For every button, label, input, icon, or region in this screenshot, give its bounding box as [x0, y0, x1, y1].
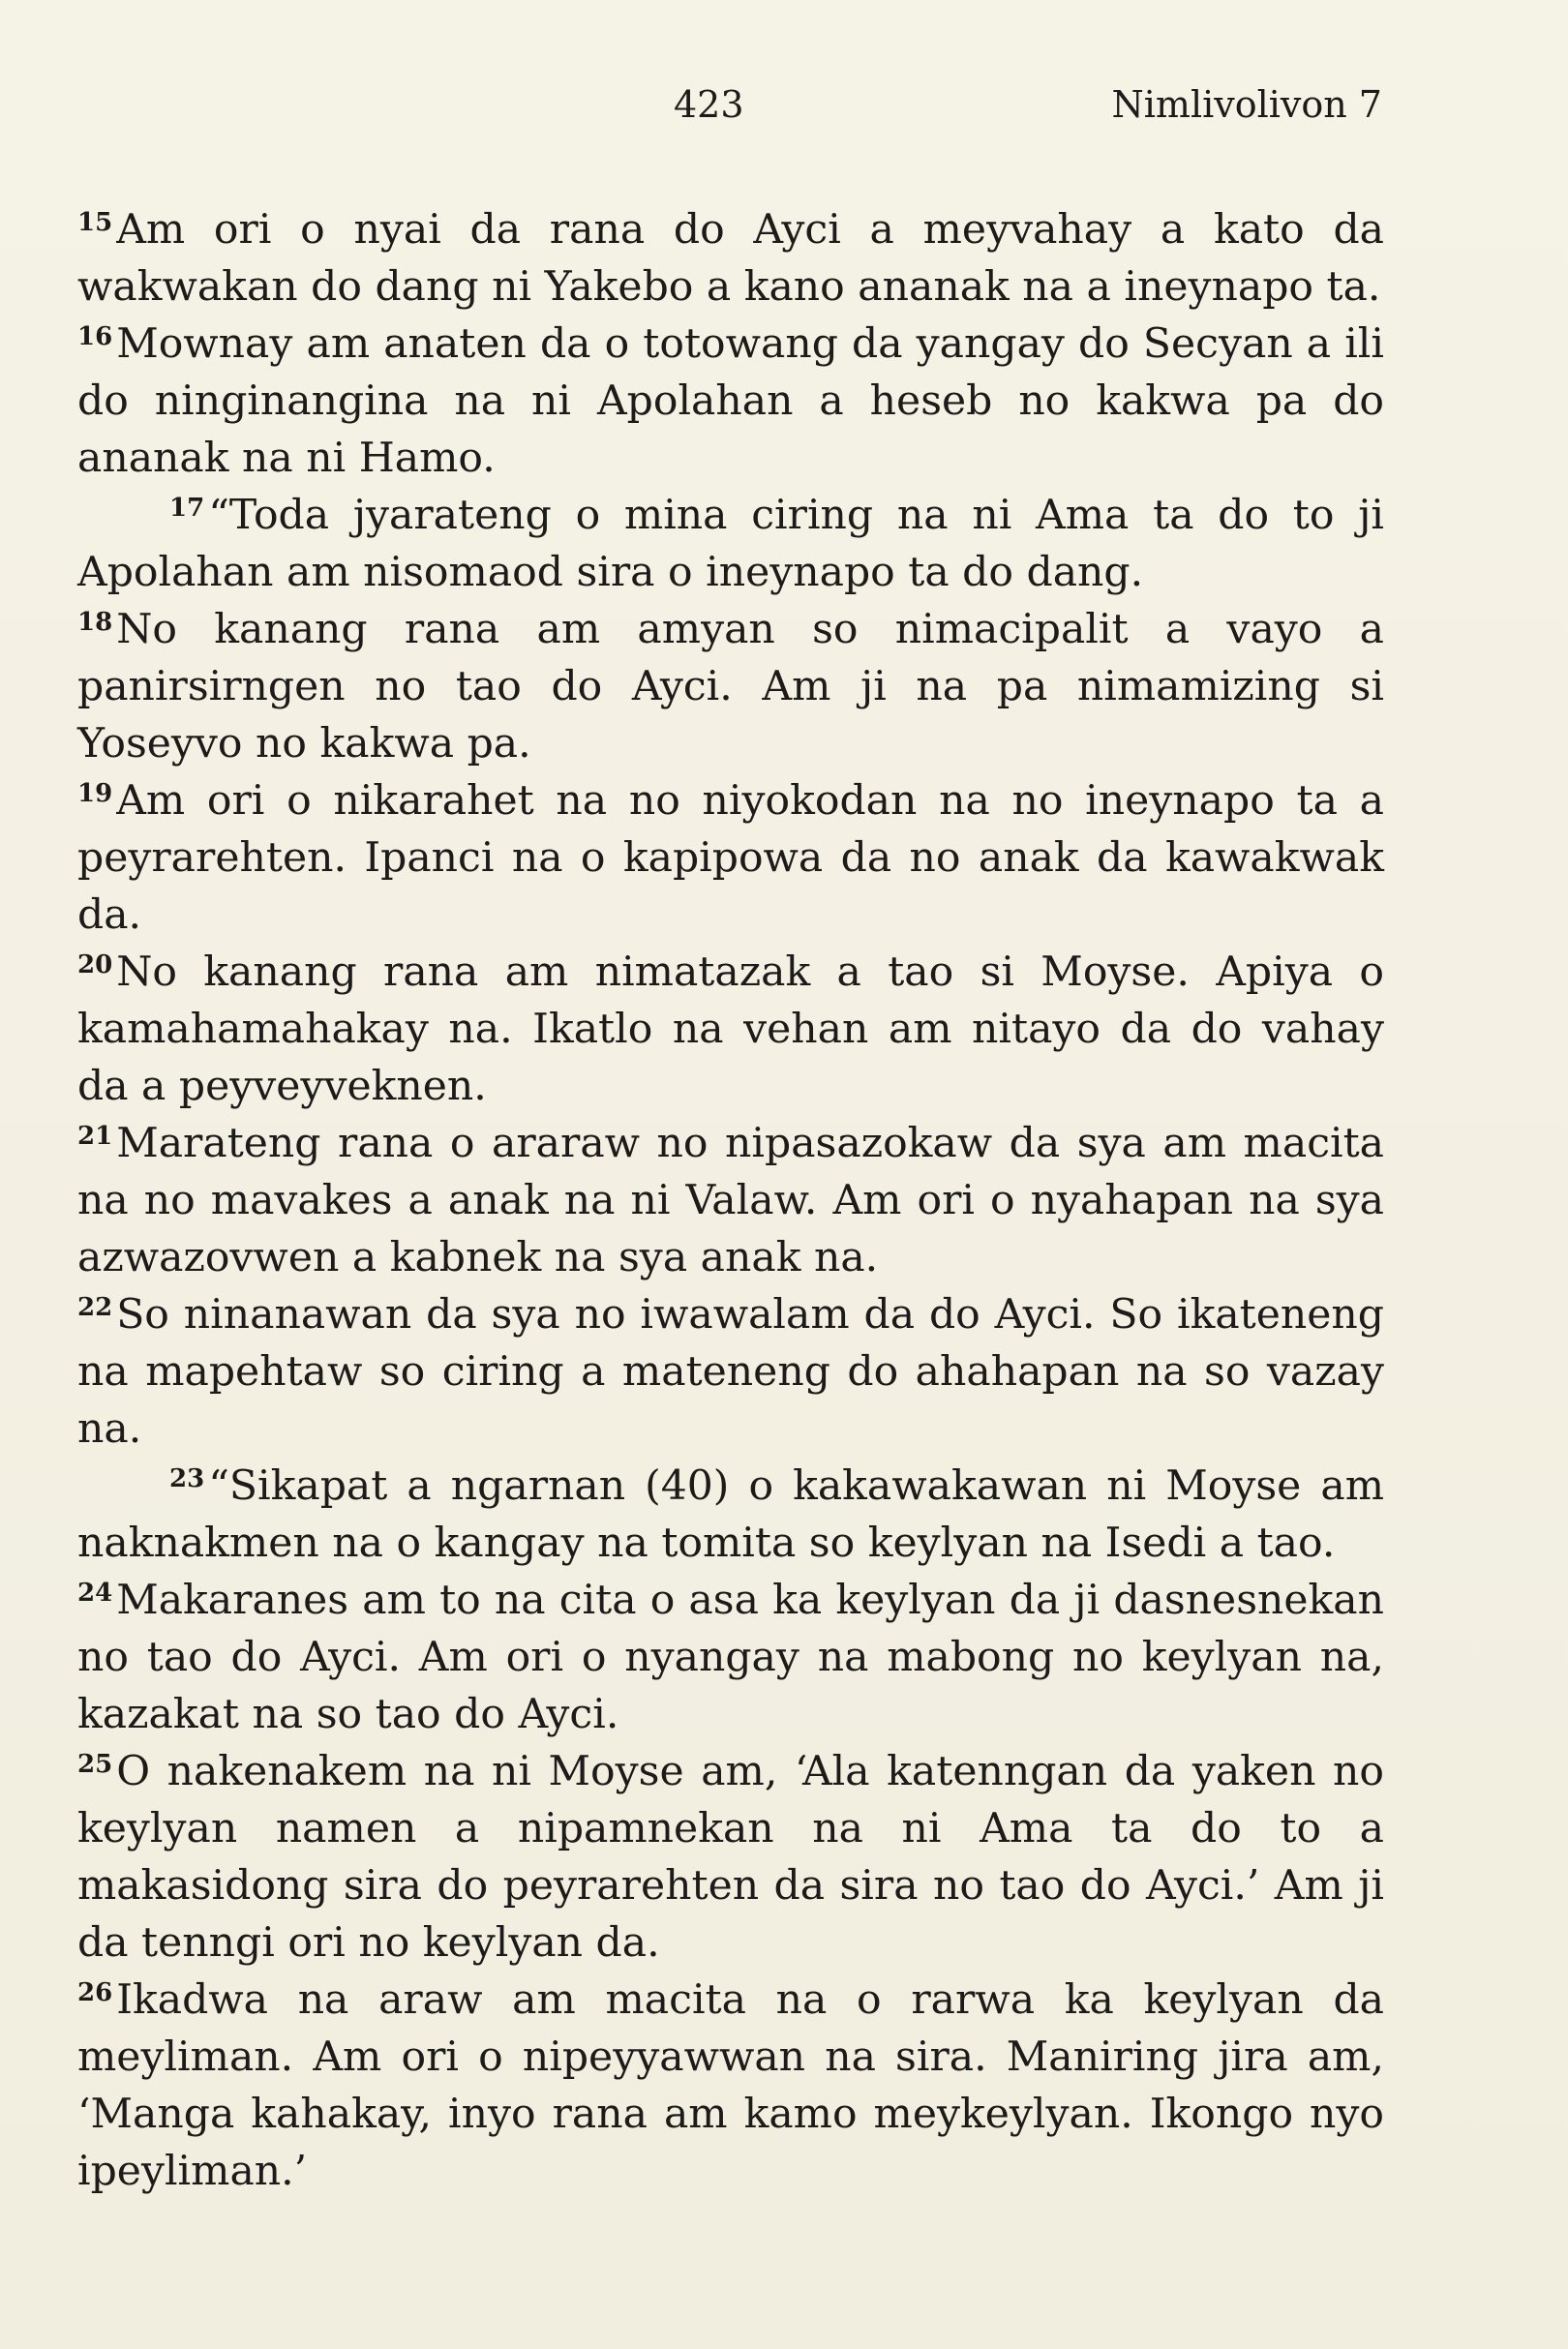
verse-number: 22: [77, 1293, 113, 1322]
verse-number: 15: [77, 208, 113, 237]
verse-16: [77, 316, 1384, 487]
verse-text: Am ori o nyai da rana do Ayci a meyvahay a kato da wakwakan do dang ni Yakebo a kano ananak na a ineynapo ta.: [77, 206, 1384, 311]
verse-24: [77, 1572, 1384, 1743]
verse-number: 20: [77, 950, 113, 979]
page-number: 423: [674, 83, 744, 126]
verse-number: 18: [77, 608, 113, 637]
verse-26: [77, 1972, 1384, 2200]
verse-25: [77, 1743, 1384, 1972]
verse-text: Ikadwa na araw am macita na o rarwa ka keylyan da meyliman. Am ori o nipeyyawwan na sira. Maniring jira am, ‘Manga kahakay, inyo rana am kamo meykeylyan. Ikongo nyo ipeyliman.’: [77, 1976, 1384, 2195]
verse-number: 21: [77, 1122, 113, 1151]
verse-text: O nakenakem na ni Moyse am, ‘Ala katenngan da yaken no keylyan namen a nipamnekan na ni Ama ta do to a makasidong sira do peyrarehten da sira no tao do Ayci.’ Am ji da tenngi ori no keylyan da.: [77, 1748, 1384, 1967]
verse-21: [77, 1115, 1384, 1286]
running-head: Nimlivolivon 7: [1111, 83, 1382, 126]
verse-text: “Sikapat a ngarnan (40) o kakawakawan ni Moyse am naknakmen na o kangay na tomita so keylyan na Isedi a tao.: [77, 1462, 1384, 1567]
verse-22: [77, 1286, 1384, 1458]
verse-text: Marateng rana o araraw no nipasazokaw da sya am macita na no mavakes a anak na ni Valaw. Am ori o nyahapan na sya azwazovwen a kabnek na sya anak na.: [77, 1120, 1384, 1281]
verse-text: So ninanawan da sya no iwawalam da do Ayci. So ikateneng na mapehtaw so ciring a mateneng do ahahapan na so vazay na.: [77, 1291, 1384, 1453]
verse-text: No kanang rana am nimatazak a tao si Moyse. Apiya o kamahamahakay na. Ikatlo na vehan am nitayo da do vahay da a peyveyveknen.: [77, 949, 1384, 1110]
verse-number: 16: [77, 322, 113, 351]
verse-number: 23: [169, 1464, 205, 1493]
verse-number: 17: [169, 494, 205, 523]
verse-number: 25: [77, 1750, 113, 1779]
verse-19: [77, 772, 1384, 944]
verse-number: 19: [77, 779, 113, 808]
verse-text: No kanang rana am amyan so nimacipalit a vayo a panirsirngen no tao do Ayci. Am ji na pa nimamizing si Yoseyvo no kakwa pa.: [77, 606, 1384, 768]
verse-15: [77, 201, 1384, 316]
scripture-text: [77, 201, 1384, 2200]
verse-text: Makaranes am to na cita o asa ka keylyan da ji dasnesnekan no tao do Ayci. Am ori o nyangay na mabong no keylyan na, kazakat na so tao do Ayci.: [77, 1577, 1384, 1738]
verse-18: [77, 601, 1384, 772]
verse-17: [77, 487, 1384, 601]
verse-text: “Toda jyarateng o mina ciring na ni Ama ta do to ji Apolahan am nisomaod sira o ineynapo ta do dang.: [77, 492, 1384, 596]
verse-20: [77, 944, 1384, 1115]
verse-text: Am ori o nikarahet na no niyokodan na no ineynapo ta a peyrarehten. Ipanci na o kapipowa da no anak da kawakwak da.: [77, 777, 1384, 939]
verse-text: Mownay am anaten da o totowang da yangay do Secyan a ili do ninginangina na ni Apolahan a heseb no kakwa pa do ananak na ni Hamo.: [77, 320, 1384, 482]
page-header: [77, 83, 1382, 132]
verse-number: 26: [77, 1978, 113, 2007]
verse-23: [77, 1458, 1384, 1572]
verse-number: 24: [77, 1579, 113, 1608]
